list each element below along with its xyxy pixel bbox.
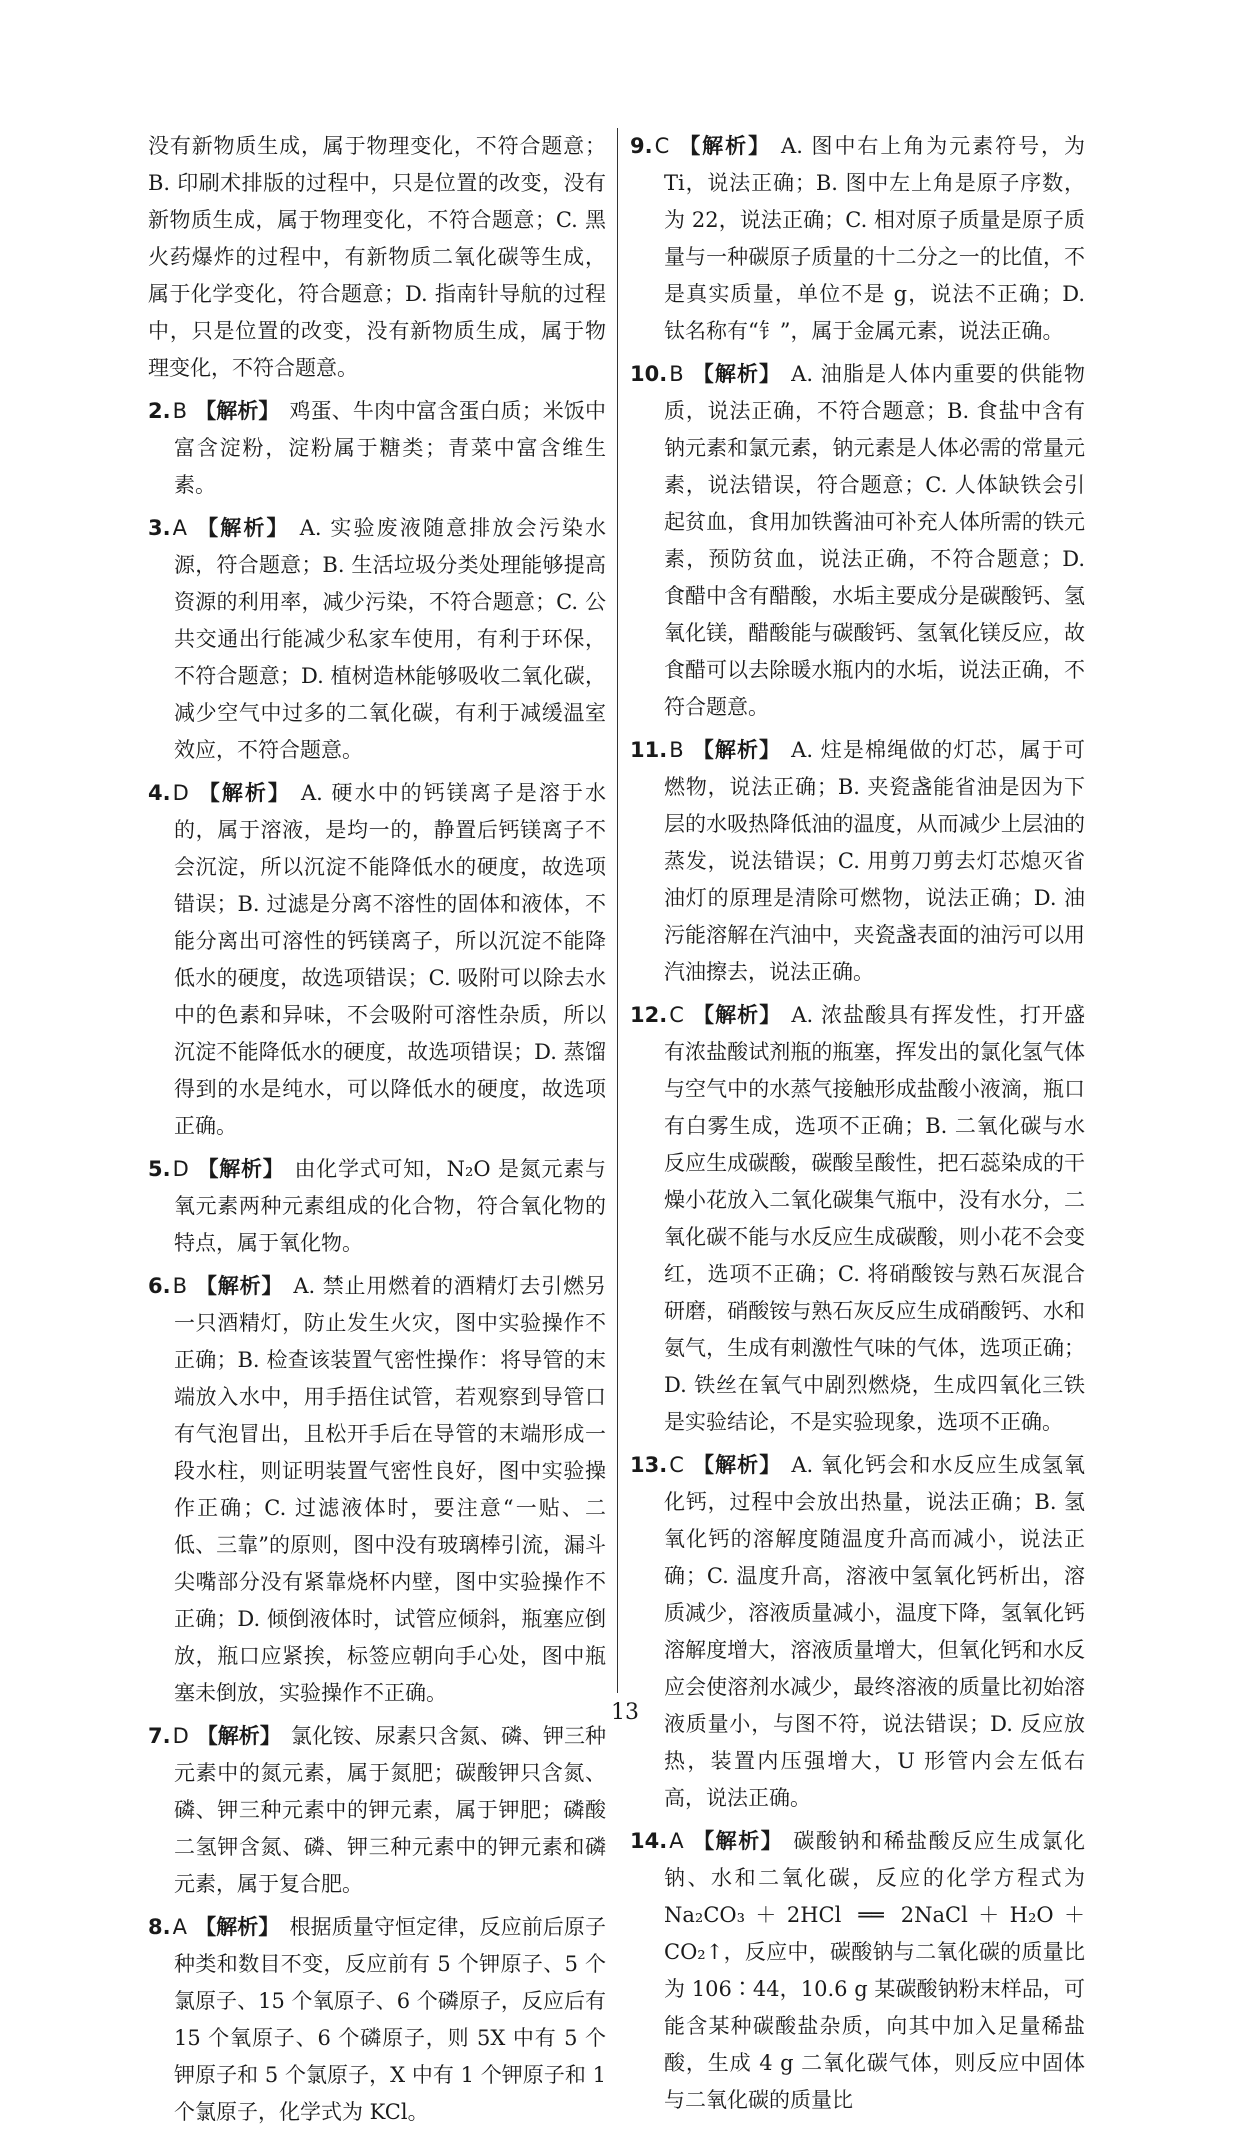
left-column (148, 128, 606, 2137)
answer-letter: B (669, 362, 684, 386)
analysis-tag: 【解析】 (691, 738, 782, 762)
analysis-text: A. 炷是棉绳做的灯芯，属于可燃物，说法正确；B. 夹瓷盏能省油是因为下层的水吸热降低油的温度，从而减少上层油的蒸发，说法错误；C. 用剪刀剪去灯芯熄灭省油灯的原理是清除可燃物，说法正确；D. 油污能溶解在汽油中，夹瓷盏表面的油污可以用汽油擦去，说法正确。 (664, 738, 1085, 984)
answer-letter: C (654, 134, 670, 158)
answer-letter: A (669, 1829, 684, 1853)
question-number: 10. (630, 362, 668, 386)
analysis-text: A. 图中右上角为元素符号，为 Ti，说法正确；B. 图中左上角是原子序数，为 22，说法正确；C. 相对原子质量是原子质量与一种碳原子质量的十二分之一的比值，不是真实质量，单位不是 g，说法不正确；D. 钛名称有“钅”，属于金属元素，说法正确。 (664, 134, 1086, 343)
answer-item (630, 732, 1085, 991)
analysis-tag: 【解析】 (691, 362, 782, 386)
analysis-tag: 【解析】 (691, 1829, 784, 1853)
answer-item (630, 356, 1085, 726)
analysis-tag: 【解析】 (195, 399, 280, 423)
analysis-tag: 【解析】 (196, 1724, 281, 1748)
answer-letter: D (172, 1157, 189, 1181)
answer-letter: D (172, 1724, 189, 1748)
analysis-text: 由化学式可知，N₂O 是氮元素与氧元素两种元素组成的化合物，符合氧化物的特点，属于氧化物。 (174, 1157, 607, 1255)
answer-letter: B (172, 399, 188, 423)
question-number: 8. (148, 1915, 171, 1939)
analysis-tag: 【解析】 (195, 1274, 284, 1298)
question-number: 13. (630, 1453, 668, 1477)
answer-letter: B (669, 738, 684, 762)
analysis-text: 没有新物质生成，属于物理变化，不符合题意；B. 印刷术排版的过程中，只是位置的改变，没有新物质生成，属于物理变化，不符合题意；C. 黑火药爆炸的过程中，有新物质二氧化碳等生成，属于化学变化，符合题意；D. 指南针导航的过程中，只是位置的改变，没有新物质生成，属于物理变化，不符合题意。 (148, 134, 606, 380)
answer-letter: A (172, 516, 187, 540)
analysis-tag: 【解析】 (691, 1003, 782, 1027)
analysis-text: A. 浓盐酸具有挥发性，打开盛有浓盐酸试剂瓶的瓶塞，挥发出的氯化氢气体与空气中的水蒸气接触形成盐酸小液滴，瓶口有白雾生成，选项不正确；B. 二氧化碳与水反应生成碳酸，碳酸呈酸性，把石蕊染成的干燥小花放入二氧化碳集气瓶中，没有水分，二氧化碳不能与水反应生成碳酸，则小花不会变红，选项不正确；C. 将硝酸铵与熟石灰混合研磨，硝酸铵与熟石灰反应生成硝酸钙、水和氨气，生成有刺激性气味的气体，选项正确；D. 铁丝在氧气中剧烈燃烧，生成四氧化三铁是实验结论，不是实验现象，选项不正确。 (664, 1003, 1086, 1434)
answer-item (630, 1823, 1085, 2119)
analysis-text: A. 硬水中的钙镁离子是溶于水的，属于溶液，是均一的，静置后钙镁离子不会沉淀，所以沉淀不能降低水的硬度，故选项错误；B. 过滤是分离不溶性的固体和液体，不能分离出可溶性的钙镁离子，所以沉淀不能降低水的硬度，故选项错误；C. 吸附可以除去水中的色素和异味，不会吸附可溶性杂质，所以沉淀不能降低水的硬度，故选项错误；D. 蒸馏得到的水是纯水，可以降低水的硬度，故选项正确。 (174, 781, 607, 1138)
answer-item (630, 128, 1085, 350)
page-number: 13 (611, 1700, 639, 1725)
answer-letter: D (172, 781, 189, 805)
question-number: 5. (148, 1157, 171, 1181)
analysis-tag: 【解析】 (194, 516, 290, 540)
analysis-text: 鸡蛋、牛肉中富含蛋白质；米饭中富含淀粉，淀粉属于糖类；青菜中富含维生素。 (174, 399, 607, 497)
analysis-tag: 【解析】 (194, 1915, 280, 1939)
right-column (630, 128, 1085, 2125)
analysis-tag: 【解析】 (691, 1453, 782, 1477)
answer-item (148, 128, 606, 387)
answer-letter: A (172, 1915, 187, 1939)
analysis-text: 根据质量守恒定律，反应前后原子种类和数目不变，反应前有 5 个钾原子、5 个氯原子、15 个氧原子、6 个磷原子，反应后有 15 个氧原子、6 个磷原子，则 5X 中有 5 个钾原子和 5 个氯原子，X 中有 1 个钾原子和 1 个氯原子，化学式为 KCl。 (174, 1915, 607, 2124)
answer-item (148, 1909, 606, 2131)
answer-letter: C (669, 1003, 684, 1027)
analysis-tag: 【解析】 (196, 781, 291, 805)
analysis-tag: 【解析】 (196, 1157, 285, 1181)
analysis-text: 氯化铵、尿素只含氮、磷、钾三种元素中的氮元素，属于氮肥；碳酸钾只含氮、磷、钾三种元素中的钾元素，属于钾肥；磷酸二氢钾含氮、磷、钾三种元素中的钾元素和磷元素，属于复合肥。 (174, 1724, 606, 1896)
answer-item (630, 997, 1085, 1441)
question-number: 2. (148, 399, 171, 423)
answer-item (630, 1447, 1085, 1817)
answer-item (148, 510, 606, 769)
answer-item (148, 1268, 606, 1712)
analysis-tag: 【解析】 (677, 134, 772, 158)
answer-letter: B (172, 1274, 188, 1298)
analysis-text: A. 实验废液随意排放会污染水源，符合题意；B. 生活垃圾分类处理能够提高资源的利用率，减少污染，不符合题意；C. 公共交通出行能减少私家车使用，有利于环保，不符合题意；D. 植树造林能够吸收二氧化碳，减少空气中过多的二氧化碳，有利于减缓温室效应，不符合题意。 (174, 516, 607, 762)
analysis-text: A. 油脂是人体内重要的供能物质，说法正确，不符合题意；B. 食盐中含有钠元素和氯元素，钠元素是人体必需的常量元素，说法错误，符合题意；C. 人体缺铁会引起贫血，食用加铁酱油可补充人体所需的铁元素，预防贫血，说法正确，不符合题意；D. 食醋中含有醋酸，水垢主要成分是碳酸钙、氢氧化镁，醋酸能与碳酸钙、氢氧化镁反应，故食醋可以去除暖水瓶内的水垢，说法正确，不符合题意。 (664, 362, 1085, 719)
answer-item (148, 775, 606, 1145)
analysis-text: A. 禁止用燃着的酒精灯去引燃另一只酒精灯，防止发生火灾，图中实验操作不正确；B. 检查该装置气密性操作：将导管的末端放入水中，用手捂住试管，若观察到导管口有气泡冒出，且松开手后在导管的末端形成一段水柱，则证明装置气密性良好，图中实验操作正确；C. 过滤液体时，要注意“一贴、二低、三靠”的原则，图中没有玻璃棒引流，漏斗尖嘴部分没有紧靠烧杯内壁，图中实验操作不正确；D. 倾倒液体时，试管应倾斜，瓶塞应倒放，瓶口应紧挨，标签应朝向手心处，图中瓶塞未倒放，实验操作不正确。 (174, 1274, 606, 1705)
question-number: 7. (148, 1724, 171, 1748)
answer-item (148, 1718, 606, 1903)
analysis-text: 碳酸钠和稀盐酸反应生成氯化钠、水和二氧化碳，反应的化学方程式为 Na₂CO₃＋2HCl ══ 2NaCl＋H₂O＋CO₂↑，反应中，碳酸钠与二氧化碳的质量比为 106∶44，10.6 g 某碳酸钠粉末样品，可能含某种碳酸盐杂质，向其中加入足量稀盐酸，生成 4 g 二氧化碳气体，则反应中固体与二氧化碳的质量比 (664, 1829, 1086, 2112)
question-number: 14. (630, 1829, 668, 1853)
question-number: 12. (630, 1003, 668, 1027)
question-number: 9. (630, 134, 653, 158)
question-number: 4. (148, 781, 171, 805)
answer-item (148, 393, 606, 504)
question-number: 6. (148, 1274, 171, 1298)
answer-item (148, 1151, 606, 1262)
analysis-text: A. 氧化钙会和水反应生成氢氧化钙，过程中会放出热量，说法正确；B. 氢氧化钙的溶解度随温度升高而减小，说法正确；C. 温度升高，溶液中氢氧化钙析出，溶质减少，溶液质量减小，温度下降，氢氧化钙溶解度增大，溶液质量增大，但氧化钙和水反应会使溶剂水减少，最终溶液的质量比初始溶液质量小，与图不符，说法错误；D. 反应放热，装置内压强增大，U 形管内会左低右高，说法正确。 (664, 1453, 1086, 1810)
question-number: 11. (630, 738, 668, 762)
column-divider (617, 128, 618, 1693)
answer-letter: C (669, 1453, 684, 1477)
question-number: 3. (148, 516, 171, 540)
